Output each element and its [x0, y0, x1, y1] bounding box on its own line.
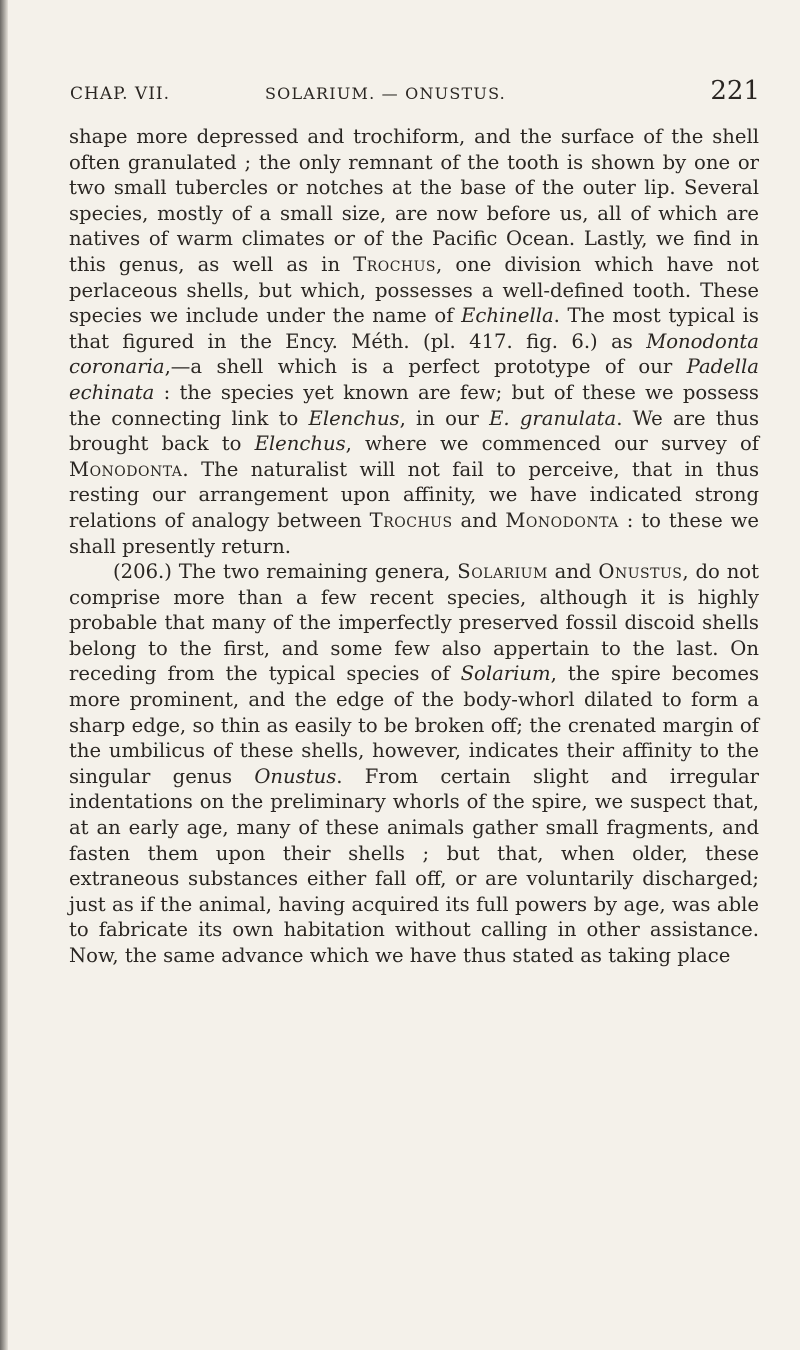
text-run: , in our	[399, 406, 490, 430]
text-run: : to these we shall presently return.	[69, 508, 759, 558]
genus-name: Solarium	[460, 662, 551, 686]
genus-name: Trochus	[369, 508, 453, 532]
text-run: (206.) The two remaining genera,	[113, 560, 458, 584]
text-run: and	[452, 508, 506, 532]
page-header	[70, 72, 760, 112]
body-text	[69, 124, 759, 969]
text-run: . The naturalist will not fail to perceive, that in thus resting our arrangement upon affinity, we have indicated strong relations of analogy between	[69, 457, 759, 532]
paragraph-2	[69, 559, 759, 969]
text-run: . From certain slight and irregular indentations on the preliminary whorls of the spire, we suspect that, at an early age, many of these animals gather small fragments, and fasten them upon their shells ; but that, when older, these extraneous substances either fall off, or are voluntarily discharged; just as if the animal, having acquired its full powers by age, was able to fabricate its own habitation without calling in other assistance. Now, the same advance which we have thus stated as taking place	[69, 764, 759, 967]
species-name: Padella echinata	[69, 355, 759, 404]
paragraph-1	[69, 124, 759, 559]
genus-name: Monodonta	[69, 457, 183, 481]
text-run: , one division which have not perlaceous shells, but which, possesses a well-defined tooth. These species we include under the name of	[69, 252, 759, 328]
text-run: ,—a shell which is a perfect prototype of our	[164, 355, 687, 379]
chapter-label: CHAP. VII.	[70, 84, 171, 104]
genus-name: Onustus	[254, 764, 337, 788]
text-run: , do not comprise more than a few recent species, although it is highly probable that many of the imperfectly preserved fossil discoid shells belong to the first, and some few also appertain to the last. On receding from the typical species of	[69, 560, 759, 686]
text-run: , where we commenced our survey of	[345, 432, 759, 456]
species-name: E. granulata	[489, 406, 617, 430]
page-number: 221	[710, 76, 760, 106]
genus-name: Elenchus	[308, 406, 400, 430]
text-run: . The most typical is that figured in the Ency. Méth. (pl. 417. fig. 6.) as	[69, 304, 759, 353]
species-name: Monodonta coronaria	[69, 329, 759, 379]
text-run: : the species yet known are few; but of these we possess the connecting link to	[69, 380, 759, 430]
page-gutter-shadow	[0, 0, 8, 1350]
running-title: SOLARIUM. — ONUSTUS.	[265, 84, 506, 103]
genus-name: Monodonta	[505, 508, 619, 532]
text-run: and	[547, 560, 599, 584]
genus-name: Elenchus	[254, 432, 346, 456]
genus-name: Trochus	[353, 252, 437, 276]
genus-name: Solarium	[457, 560, 548, 584]
text-run: . We are thus brought back to	[69, 406, 759, 456]
text-run: , the spire becomes more prominent, and the edge of the body-whorl dilated to form a sharp edge, so thin as easily to be broken off; the crenated margin of the umbilicus of these shells, however, indicates their affinity to the singular genus	[69, 662, 759, 788]
text-run: shape more depressed and trochiform, and the surface of the shell often granulated ; the only remnant of the tooth is shown by one or two small tubercles or notches at the base of the outer lip. Several species, mostly of a small size, are now before us, all of which are natives of warm climates or of the Pacific Ocean. Lastly, we find in this genus, as well as in	[69, 125, 759, 276]
genus-name: Echinella	[461, 304, 554, 328]
genus-name: Onustus	[598, 560, 683, 584]
